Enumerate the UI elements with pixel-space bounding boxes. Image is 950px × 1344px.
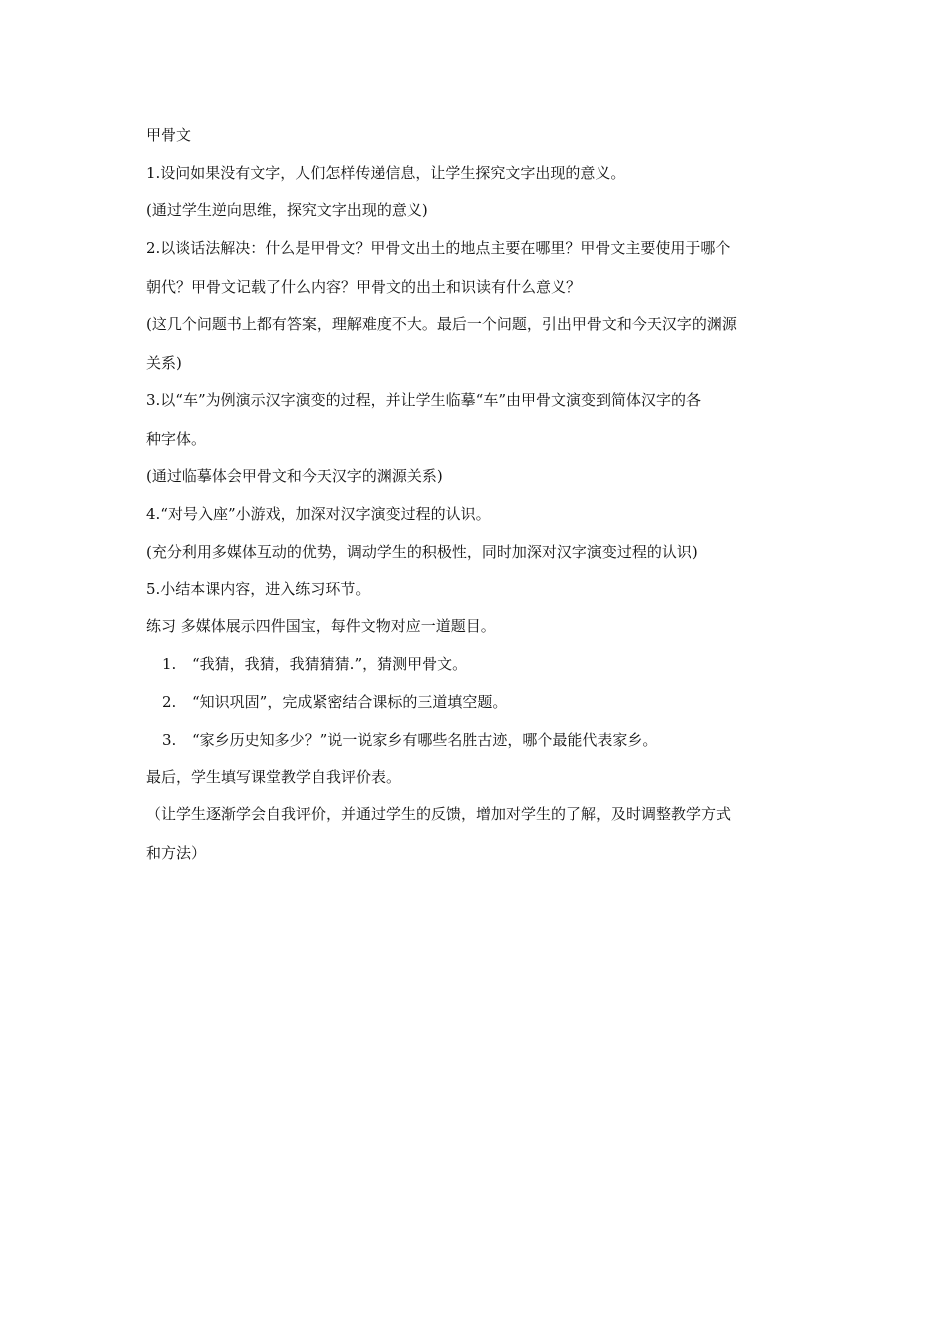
step-3-line-2: 种字体。 <box>146 430 207 448</box>
note-2-line-2: 关系) <box>146 354 182 372</box>
step-2-line-2: 朝代？甲骨文记载了什么内容？甲骨文的出土和识读有什么意义？ <box>146 278 582 296</box>
practice-item <box>146 655 826 673</box>
practice-item-number: 1. <box>162 655 177 673</box>
practice-item-number: 2. <box>162 693 177 711</box>
practice-intro: 练习 多媒体展示四件国宝，每件文物对应一道题目。 <box>146 617 496 635</box>
step-5: 5.小结本课内容，进入练习环节。 <box>146 580 371 598</box>
document-body <box>146 126 826 862</box>
practice-item-number: 3. <box>162 731 177 749</box>
step-4: 4.“对号入座”小游戏，加深对汉字演变过程的认识。 <box>146 505 491 523</box>
step-3-line-1: 3.以“车”为例演示汉字演变的过程，并让学生临摹“车”由甲骨文演变到简体汉字的各 <box>146 391 701 409</box>
step-1: 1.设问如果没有文字，人们怎样传递信息，让学生探究文字出现的意义。 <box>146 164 626 182</box>
practice-item-text: “知识巩固”，完成紧密结合课标的三道填空题。 <box>192 693 508 711</box>
practice-item-text: “家乡历史知多少？”说一说家乡有哪些名胜古迹，哪个最能代表家乡。 <box>192 731 658 749</box>
practice-item <box>146 731 826 749</box>
note-3: (通过临摹体会甲骨文和今天汉字的渊源关系) <box>146 467 443 485</box>
final-note-line-1: （让学生逐渐学会自我评价，并通过学生的反馈，增加对学生的了解，及时调整教学方式 <box>146 805 732 823</box>
note-2-line-1: (这几个问题书上都有答案，理解难度不大。最后一个问题，引出甲骨文和今天汉字的渊源 <box>146 315 737 333</box>
practice-item <box>146 693 826 711</box>
final-step: 最后，学生填写课堂教学自我评价表。 <box>146 768 402 786</box>
note-4: (充分利用多媒体互动的优势，调动学生的积极性，同时加深对汉字演变过程的认识) <box>146 543 698 561</box>
section-title: 甲骨文 <box>146 126 192 144</box>
practice-item-text: “我猜，我猜，我猜猜猜.”，猜测甲骨文。 <box>192 655 468 673</box>
note-1: (通过学生逆向思维，探究文字出现的意义) <box>146 201 428 219</box>
step-2-line-1: 2.以谈话法解决：什么是甲骨文？甲骨文出土的地点主要在哪里？甲骨文主要使用于哪个 <box>146 239 731 257</box>
final-note-line-2: 和方法） <box>146 844 207 862</box>
